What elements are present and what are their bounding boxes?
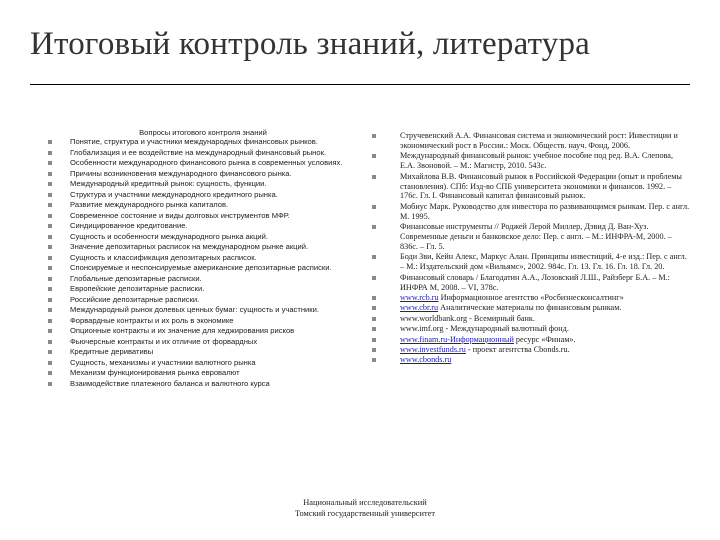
- square-bullet-icon: [48, 140, 52, 144]
- question-text: Механизм функционирования рынка евровалют: [70, 368, 240, 377]
- reference-text: Стручевенский А.А. Финансовая система и экономический рост: Инвестиции и экономический рост в России.: Моск. Обществ. науч. Фонд, 2006.: [400, 131, 678, 150]
- square-bullet-icon: [48, 308, 52, 312]
- question-item: [48, 317, 348, 326]
- reference-text: Финансовый словарь / Благодатин А.А., Лозовский Л.Ш., Райзберг Б.А. – М.: ИНФРА М, 2008. – VI, 378с.: [400, 272, 670, 292]
- question-item: [48, 306, 348, 315]
- square-bullet-icon: [372, 306, 376, 310]
- question-text: Кредитные деривативы: [70, 347, 154, 356]
- reference-item: [372, 324, 690, 334]
- reference-text: Финансовые инструменты // Роджей Лерой Миллер, Дэвид Д. Ван-Хуз. Современные деньги и банковское дело: Пер. с англ. – М.: ИНФРА-М, 2000. – 836с. – Гл. 5.: [400, 222, 672, 251]
- square-bullet-icon: [372, 338, 376, 342]
- reference-item: [372, 314, 690, 324]
- question-item: [48, 327, 348, 336]
- literature-column: [372, 131, 690, 366]
- square-bullet-icon: [372, 327, 376, 331]
- question-text: Глобальные депозитарные расписки.: [70, 273, 202, 283]
- reference-link[interactable]: www.finam.ru-Информационный: [400, 334, 514, 344]
- question-item: [48, 191, 348, 200]
- square-bullet-icon: [48, 161, 52, 165]
- footer: [200, 497, 530, 519]
- square-bullet-icon: [372, 255, 376, 259]
- square-bullet-icon: [372, 296, 376, 300]
- question-item: [48, 369, 348, 378]
- question-text: Форвардные контракты и их роль в экономике: [70, 315, 234, 325]
- square-bullet-icon: [48, 214, 52, 218]
- reference-text: Боди Зви, Кейн Алекс, Маркус Алан. Принципы инвестиций, 4-е изд.: Пер. с англ. – М.: Издательский дом «Вильямс», 2002. 984с. Гл. 13. Гл. 16. Гл. 18. Гл. 20.: [400, 252, 687, 272]
- reference-text: Аналитические материалы по финансовым рынкам.: [438, 303, 622, 313]
- reference-text: www.imf.org - Международный валютный фонд.: [400, 324, 569, 334]
- square-bullet-icon: [48, 266, 52, 270]
- questions-heading: Вопросы итогового контроля знаний: [139, 128, 267, 137]
- reference-text: - проект агентства Cbonds.ru.: [465, 345, 570, 355]
- square-bullet-icon: [48, 172, 52, 176]
- reference-item: [372, 131, 690, 151]
- reference-link[interactable]: www.cbonds.ru: [400, 355, 452, 365]
- square-bullet-icon: [48, 287, 52, 291]
- reference-link[interactable]: www.investfunds.ru: [400, 345, 466, 355]
- reference-item: [372, 303, 690, 313]
- square-bullet-icon: [48, 235, 52, 239]
- question-item: [48, 348, 348, 357]
- question-text: Современное состояние и виды долговых инструментов МФР.: [70, 210, 290, 220]
- question-text: Взаимодействие платежного баланса и валютного курса: [70, 378, 270, 388]
- reference-text: Михайлова В.В. Финансовый рынок в Российской Федерации (опыт и проблемы становления). СПб: Изд-во СПБ университета экономики и финансов. 1992. – 176с. Гл. I. Финансовый капитал финансовый рынок.: [400, 171, 682, 201]
- square-bullet-icon: [48, 277, 52, 281]
- question-text: Сущность и классификация депозитарных расписок.: [70, 252, 257, 262]
- footer-line-2: Томский государственный университет: [294, 509, 436, 518]
- question-text: Международный рынок долевых ценных бумаг: сущность и участники.: [70, 305, 319, 314]
- question-text: Развитие международного рынка капиталов.: [70, 200, 229, 209]
- question-item: [48, 380, 348, 389]
- question-text: Европейские депозитарные расписки.: [70, 284, 205, 293]
- reference-text: ресурс «Финам».: [513, 334, 576, 344]
- square-bullet-icon: [48, 340, 52, 344]
- question-item: [48, 296, 348, 305]
- reference-link[interactable]: www.cbr.ru: [400, 303, 439, 313]
- question-item: [48, 159, 348, 168]
- square-bullet-icon: [48, 256, 52, 260]
- question-item: [48, 264, 348, 273]
- square-bullet-icon: [48, 193, 52, 197]
- square-bullet-icon: [372, 225, 376, 229]
- reference-item: [372, 172, 690, 202]
- reference-text: Международный финансовый рынок: учебное пособие под ред. В.А. Слепова, Е.А. Звоновой. – М.: Магистр, 2010. 543с.: [400, 151, 673, 171]
- square-bullet-icon: [48, 298, 52, 302]
- square-bullet-icon: [48, 319, 52, 323]
- question-item: [48, 285, 348, 294]
- square-bullet-icon: [372, 154, 376, 158]
- square-bullet-icon: [372, 317, 376, 321]
- question-item: [48, 201, 348, 210]
- question-text: Спонсируемые и неспонсируемые американские депозитарные расписки.: [70, 263, 332, 272]
- question-item: [48, 138, 348, 147]
- question-text: Сущность, механизмы и участники валютного рынка: [70, 357, 256, 367]
- reference-item: [372, 345, 690, 355]
- questions-list: [48, 138, 348, 388]
- square-bullet-icon: [48, 182, 52, 186]
- reference-item: [372, 252, 690, 272]
- reference-item: [372, 273, 690, 293]
- question-item: [48, 359, 348, 368]
- reference-item: [372, 151, 690, 171]
- reference-text: Информационное агентство «Росбизнесконсалтинг»: [438, 293, 624, 302]
- square-bullet-icon: [372, 205, 376, 209]
- question-text: Фьючерсные контракты и их отличие от форвардных: [70, 336, 258, 346]
- slide-title: Итоговый контроль знаний, литература: [30, 26, 591, 62]
- square-bullet-icon: [48, 151, 52, 155]
- square-bullet-icon: [48, 245, 52, 249]
- reference-text: www.worldbank.org - Всемирный банк.: [400, 313, 535, 323]
- question-item: [48, 222, 348, 231]
- question-item: [48, 254, 348, 263]
- question-text: Опционные контракты и их значение для хеджирования рисков: [70, 326, 295, 335]
- literature-list: [372, 131, 690, 365]
- question-item: [48, 180, 348, 189]
- reference-text: Мобиус Марк. Руководство для инвестора по развивающимся рынкам. Пер. с англ. М. 1995.: [400, 201, 690, 221]
- square-bullet-icon: [48, 371, 52, 375]
- question-item: [48, 212, 348, 221]
- questions-column: [48, 128, 348, 390]
- question-text: Российские депозитарные расписки.: [70, 294, 200, 304]
- question-text: Особенности международного финансового рынка в современных условиях.: [70, 158, 343, 167]
- reference-item: [372, 202, 690, 222]
- square-bullet-icon: [48, 203, 52, 207]
- square-bullet-icon: [372, 358, 376, 362]
- square-bullet-icon: [48, 329, 52, 333]
- question-text: Глобализация и ее воздействие на международный финансовый рынок.: [70, 147, 327, 157]
- reference-item: [372, 335, 690, 345]
- square-bullet-icon: [372, 276, 376, 280]
- question-text: Понятие, структура и участники международных финансовых рынков.: [70, 137, 318, 146]
- question-text: Значение депозитарных расписок на международном рынке акций.: [70, 242, 309, 251]
- square-bullet-icon: [372, 348, 376, 352]
- title-divider: [30, 84, 690, 85]
- footer-line-1: Национальный исследовательский: [303, 498, 427, 507]
- square-bullet-icon: [372, 134, 376, 138]
- question-text: Синдицированное кредитование.: [70, 221, 188, 230]
- square-bullet-icon: [372, 175, 376, 179]
- question-item: [48, 149, 348, 158]
- square-bullet-icon: [48, 350, 52, 354]
- question-item: [48, 243, 348, 252]
- square-bullet-icon: [48, 382, 52, 386]
- question-item: [48, 170, 348, 179]
- question-item: [48, 275, 348, 284]
- question-item: [48, 233, 348, 242]
- square-bullet-icon: [48, 224, 52, 228]
- reference-item: [372, 293, 690, 303]
- question-item: [48, 338, 348, 347]
- reference-link[interactable]: www.rcb.ru: [400, 293, 439, 302]
- question-text: Сущность и особенности международного рынка акций.: [70, 231, 269, 241]
- question-text: Международный кредитный рынок: сущность, функции.: [70, 179, 267, 188]
- question-text: Причины возникновения международного финансового рынка.: [70, 168, 292, 178]
- question-text: Структура и участники международного кредитного рынка.: [70, 189, 278, 199]
- reference-item: [372, 355, 690, 365]
- square-bullet-icon: [48, 361, 52, 365]
- reference-item: [372, 222, 690, 252]
